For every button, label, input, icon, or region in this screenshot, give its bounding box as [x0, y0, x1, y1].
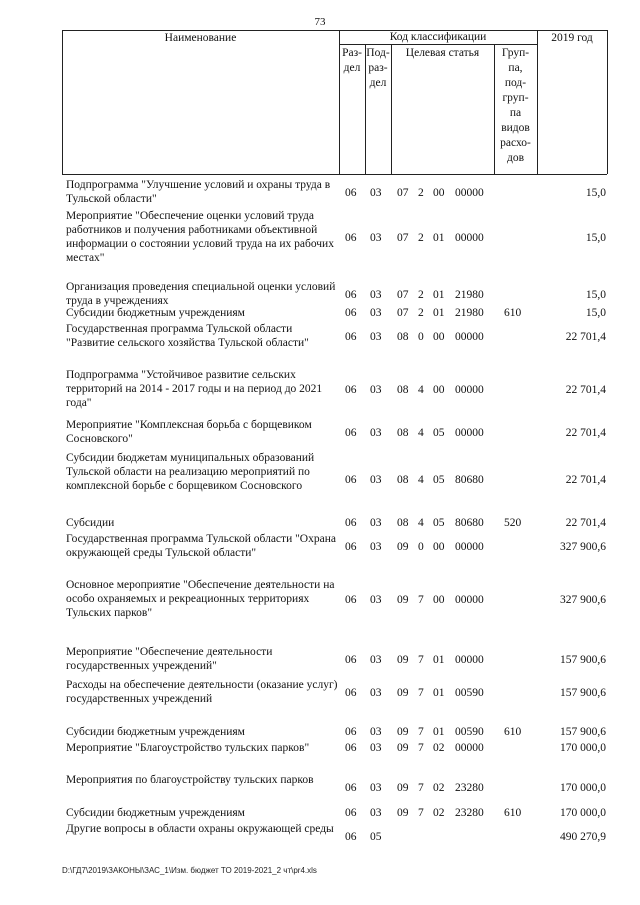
row-t3: 01: [433, 687, 445, 699]
page-number: 73: [314, 16, 326, 28]
row-amount-2019: 157 900,6: [560, 687, 606, 699]
row-name: Основное мероприятие "Обеспечение деятельности на особо охраняемых и рекреационных территориях Тульских парков": [66, 579, 335, 619]
row-name: Подпрограмма "Улучшение условий и охраны труда в Тульской области": [66, 179, 331, 205]
row-amount-2019: 490 270,9: [560, 831, 606, 843]
row-amount-2019: 15,0: [585, 289, 606, 301]
row-amount-2019: 170 000,0: [560, 782, 606, 794]
header-razdel: Раз- дел: [342, 47, 362, 74]
row-t4: 00000: [455, 742, 484, 754]
header-target: Целевая статья: [405, 47, 480, 59]
row-amount-2019: 157 900,6: [560, 726, 606, 738]
row-t1: 08: [397, 427, 409, 439]
row-rz: 06: [345, 232, 357, 244]
row-pr: 03: [370, 232, 382, 244]
row-amount-2019: 327 900,6: [560, 594, 606, 606]
row-name: Мероприятие "Обеспечение оценки условий труда работников и получения работниками объективной информации о состоянии условий труда на их рабочих местах": [66, 210, 334, 264]
row-t2: 4: [418, 517, 424, 529]
row-t2: 4: [418, 427, 424, 439]
row-t3: 01: [433, 654, 445, 666]
row-rz: 06: [345, 782, 357, 794]
row-t2: 2: [418, 289, 424, 301]
row-t4: 00000: [455, 427, 484, 439]
row-rz: 06: [345, 474, 357, 486]
row-t1: 09: [397, 742, 409, 754]
row-rz: 06: [345, 594, 357, 606]
row-pr: 03: [370, 594, 382, 606]
row-t3: 02: [433, 782, 445, 794]
row-rz: 06: [345, 831, 357, 843]
row-amount-2019: 327 900,6: [560, 541, 606, 553]
row-amount-2019: 22 701,4: [565, 517, 606, 529]
row-t1: 08: [397, 331, 409, 343]
row-rz: 06: [345, 384, 357, 396]
row-amount-2019: 170 000,0: [560, 742, 606, 754]
row-pr: 03: [370, 742, 382, 754]
row-t3: 05: [433, 517, 445, 529]
row-t3: 00: [433, 384, 445, 396]
row-pr: 03: [370, 541, 382, 553]
header-name: Наименование: [164, 32, 237, 44]
row-name: Мероприятие "Благоустройство тульских парков": [66, 742, 310, 754]
row-t1: 08: [397, 384, 409, 396]
row-pr: 03: [370, 517, 382, 529]
row-t2: 4: [418, 474, 424, 486]
row-t1: 09: [397, 541, 409, 553]
row-t4: 23280: [455, 807, 484, 819]
row-t2: 7: [418, 807, 424, 819]
row-t1: 07: [397, 289, 409, 301]
row-t3: 00: [433, 187, 445, 199]
row-t3: 00: [433, 541, 445, 553]
row-t4: 21980: [455, 307, 484, 319]
row-rz: 06: [345, 726, 357, 738]
row-pr: 03: [370, 427, 382, 439]
row-t4: 00000: [455, 331, 484, 343]
row-grp: 520: [504, 517, 522, 529]
row-t4: 00000: [455, 594, 484, 606]
row-pr: 05: [370, 831, 382, 843]
row-t3: 02: [433, 807, 445, 819]
row-t2: 4: [418, 384, 424, 396]
row-t2: 7: [418, 726, 424, 738]
row-amount-2019: 170 000,0: [560, 807, 606, 819]
row-pr: 03: [370, 187, 382, 199]
row-pr: 03: [370, 289, 382, 301]
row-t3: 02: [433, 742, 445, 754]
row-t4: 00000: [455, 541, 484, 553]
row-t3: 00: [433, 594, 445, 606]
row-rz: 06: [345, 517, 357, 529]
row-pr: 03: [370, 307, 382, 319]
header-divider-code: [537, 30, 538, 174]
row-t4: 00000: [455, 187, 484, 199]
row-grp: 610: [504, 307, 522, 319]
row-amount-2019: 15,0: [585, 232, 606, 244]
row-amount-2019: 22 701,4: [565, 331, 606, 343]
row-t1: 09: [397, 594, 409, 606]
row-t3: 01: [433, 232, 445, 244]
header-podrazdel: Под- раз- дел: [366, 47, 390, 89]
row-t2: 0: [418, 541, 424, 553]
row-name: Субсидии бюджетам муниципальных образований Тульской области на реализацию мероприятий по комплексной борьбе с борщевиком Сосновского: [66, 452, 315, 492]
row-pr: 03: [370, 474, 382, 486]
row-t4: 21980: [455, 289, 484, 301]
row-pr: 03: [370, 331, 382, 343]
row-t3: 05: [433, 427, 445, 439]
header-code: Код классификации: [389, 31, 487, 43]
row-rz: 06: [345, 307, 357, 319]
row-name: Государственная программа Тульской области "Развитие сельского хозяйства Тульской области": [66, 323, 309, 349]
row-pr: 03: [370, 384, 382, 396]
row-pr: 03: [370, 782, 382, 794]
row-rz: 06: [345, 541, 357, 553]
row-name: Расходы на обеспечение деятельности (оказание услуг) государственных учреждений: [66, 679, 338, 705]
header-left-border: [62, 30, 63, 174]
row-t4: 80680: [455, 517, 484, 529]
row-t3: 01: [433, 307, 445, 319]
row-pr: 03: [370, 726, 382, 738]
row-t4: 00590: [455, 726, 484, 738]
row-t4: 00590: [455, 687, 484, 699]
row-amount-2019: 15,0: [585, 187, 606, 199]
row-t1: 09: [397, 782, 409, 794]
row-t1: 09: [397, 807, 409, 819]
row-name: Субсидии бюджетным учреждениям: [66, 726, 245, 738]
row-t1: 09: [397, 654, 409, 666]
row-pr: 03: [370, 687, 382, 699]
row-rz: 06: [345, 331, 357, 343]
row-amount-2019: 157 900,6: [560, 654, 606, 666]
row-pr: 03: [370, 807, 382, 819]
row-t2: 2: [418, 232, 424, 244]
header-group: Груп- па, под- груп- па видов расхо- дов: [500, 47, 531, 164]
row-t3: 00: [433, 331, 445, 343]
row-t1: 07: [397, 307, 409, 319]
row-t4: 00000: [455, 654, 484, 666]
row-rz: 06: [345, 654, 357, 666]
row-t3: 01: [433, 726, 445, 738]
row-rz: 06: [345, 427, 357, 439]
row-t1: 08: [397, 517, 409, 529]
row-t1: 08: [397, 474, 409, 486]
row-t2: 2: [418, 187, 424, 199]
row-t2: 7: [418, 687, 424, 699]
row-name: Субсидии бюджетным учреждениям: [66, 807, 245, 819]
row-t2: 0: [418, 331, 424, 343]
row-name: Подпрограмма "Устойчивое развитие сельских территорий на 2014 - 2017 годы и на период до 2021 года": [66, 369, 323, 409]
row-amount-2019: 15,0: [585, 307, 606, 319]
row-name: Мероприятие "Комплексная борьба с борщевиком Сосновского": [66, 419, 312, 445]
row-t1: 07: [397, 187, 409, 199]
row-t1: 09: [397, 726, 409, 738]
row-t2: 7: [418, 654, 424, 666]
row-t4: 00000: [455, 232, 484, 244]
row-amount-2019: 22 701,4: [565, 384, 606, 396]
header-bottom-line: [62, 174, 607, 175]
row-t2: 2: [418, 307, 424, 319]
row-name: Субсидии: [66, 517, 115, 529]
row-rz: 06: [345, 807, 357, 819]
row-t3: 01: [433, 289, 445, 301]
row-name: Другие вопросы в области охраны окружающей среды: [66, 823, 334, 835]
row-name: Мероприятие "Обеспечение деятельности государственных учреждений": [66, 646, 273, 672]
row-t1: 09: [397, 687, 409, 699]
row-t2: 7: [418, 594, 424, 606]
row-rz: 06: [345, 187, 357, 199]
row-rz: 06: [345, 687, 357, 699]
row-grp: 610: [504, 807, 522, 819]
header-right-border: [607, 30, 608, 174]
row-t3: 05: [433, 474, 445, 486]
row-t1: 07: [397, 232, 409, 244]
row-name: Мероприятия по благоустройству тульских парков: [66, 774, 314, 786]
row-grp: 610: [504, 726, 522, 738]
header-divider-podrazdel: [391, 44, 392, 174]
row-t2: 7: [418, 782, 424, 794]
file-path-footer: D:\ГД7\2019\ЗАКОНЫ\ЗАС_1\Изм. бюджет ТО 2019-2021_2 чт\pr4.xls: [62, 866, 317, 875]
row-t4: 80680: [455, 474, 484, 486]
row-name: Организация проведения специальной оценки условий труда в учреждениях: [66, 281, 336, 307]
row-t4: 23280: [455, 782, 484, 794]
row-rz: 06: [345, 742, 357, 754]
row-amount-2019: 22 701,4: [565, 474, 606, 486]
header-year: 2019 год: [551, 32, 593, 44]
row-t4: 00000: [455, 384, 484, 396]
row-name: Государственная программа Тульской области "Охрана окружающей среды Тульской области": [66, 533, 336, 559]
row-rz: 06: [345, 289, 357, 301]
row-pr: 03: [370, 654, 382, 666]
row-name: Субсидии бюджетным учреждениям: [66, 307, 245, 319]
row-amount-2019: 22 701,4: [565, 427, 606, 439]
row-t2: 7: [418, 742, 424, 754]
